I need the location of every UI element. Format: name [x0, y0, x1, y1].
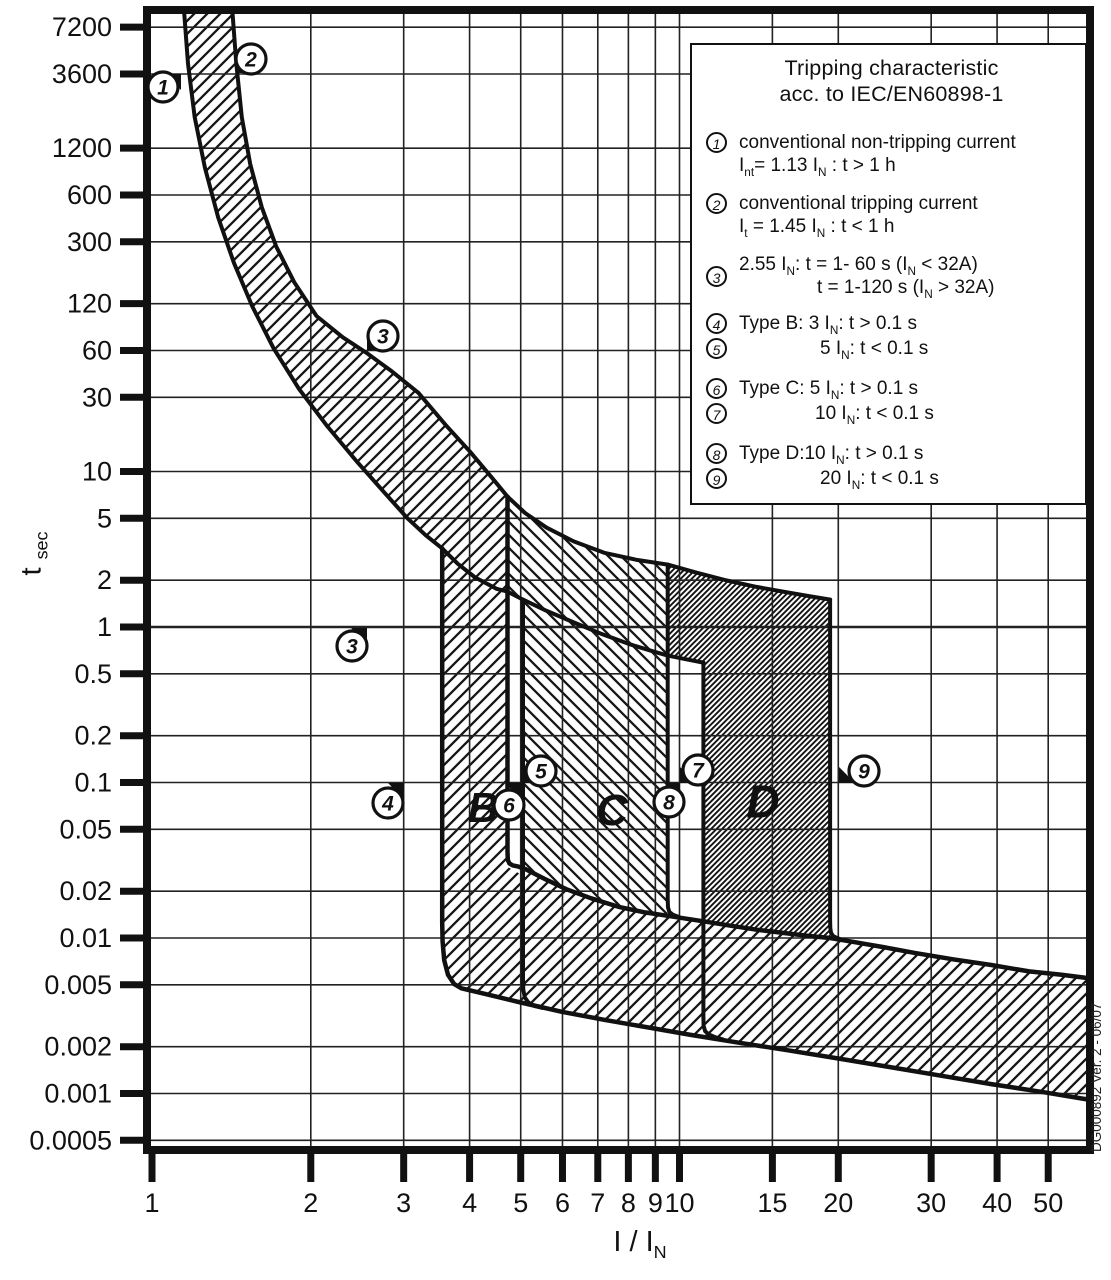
legend-item-text — [739, 337, 1077, 360]
marker-1 — [148, 72, 181, 102]
legend-item-line: $I_{nt}= 1.13$ $I_N$ : t > 1 h — [739, 155, 896, 179]
legend-item-text — [739, 312, 1077, 335]
legend-circle-number-9: 9 — [706, 468, 727, 489]
x-tick-label: 20 — [823, 1188, 854, 1218]
legend-item-3 — [706, 253, 1077, 299]
legend-item-text — [739, 253, 1077, 299]
marker-number: 3 — [377, 325, 389, 349]
y-tick-label: 600 — [66, 179, 112, 210]
document-number-watermark: DG000892 Ver. 2 - 06/07 — [1089, 1002, 1104, 1152]
marker-number: 1 — [157, 76, 169, 100]
legend-item-line: t = 1-120 s $(I_N > 32A)$ — [817, 277, 995, 301]
x-tick-label: 6 — [554, 1188, 570, 1218]
y-tick-label: 0.0005 — [29, 1125, 112, 1156]
x-tick-label: 40 — [982, 1188, 1013, 1218]
legend-circle-number-2: 2 — [706, 193, 727, 214]
legend-item-text — [739, 131, 1077, 177]
marker-number: 9 — [858, 760, 870, 784]
legend-item-line: 10 $I_N$: t < 0.1 s — [815, 403, 934, 427]
legend-item-line: $I_t = 1.45$ $I_N$ : t < 1 h — [739, 216, 895, 240]
marker-4 — [373, 783, 404, 818]
legend-item-line: 5 $I_N$: t < 0.1 s — [820, 338, 929, 362]
legend-item-text — [739, 402, 1077, 425]
marker-2 — [236, 44, 266, 74]
legend-item-text — [739, 442, 1077, 465]
legend-title-line1: Tripping characteristic — [784, 56, 999, 80]
marker-number: 5 — [535, 760, 547, 784]
marker-9 — [839, 756, 879, 786]
x-tick-label: 30 — [916, 1188, 947, 1218]
legend-circle-number-1: 1 — [706, 132, 727, 153]
legend-circle-number-4: 4 — [706, 313, 727, 334]
x-tick-label: 3 — [396, 1188, 412, 1218]
marker-number: 6 — [503, 794, 515, 818]
legend-item-line: Type B: 3 $I_N$: t > 0.1 s — [739, 313, 918, 337]
legend-item-line: Type C: 5 $I_N$: t > 0.1 s — [739, 378, 919, 402]
y-tick-label: 2 — [96, 565, 112, 596]
y-tick-label: 7200 — [51, 12, 112, 43]
marker-number: 8 — [663, 791, 675, 815]
legend-item-text — [739, 467, 1077, 490]
x-tick-label: 5 — [513, 1188, 529, 1218]
x-tick-label: 7 — [590, 1188, 606, 1218]
x-tick-label: 15 — [757, 1188, 788, 1218]
legend-item-8 — [706, 442, 1077, 465]
y-tick-label: 1 — [96, 612, 112, 642]
legend-item-text — [739, 192, 1077, 238]
y-tick-label: 0.005 — [44, 969, 112, 1000]
legend-title-line2: acc. to IEC/EN60898-1 — [779, 82, 1004, 106]
legend-item-line: Type D:10 $I_N$: t > 0.1 s — [739, 443, 924, 467]
legend-items — [706, 131, 1077, 490]
x-tick-label: 8 — [620, 1188, 636, 1218]
y-tick-label: 1200 — [51, 133, 112, 164]
legend-circle-number-3: 3 — [706, 266, 727, 287]
x-axis-title: I / $I_N$ — [613, 1226, 667, 1262]
curve-letter-C: C — [596, 785, 628, 835]
x-tick-label: 10 — [664, 1188, 695, 1218]
legend-box — [690, 43, 1087, 505]
legend-item-5 — [706, 337, 1077, 360]
marker-number: 2 — [245, 48, 257, 72]
marker-3 — [337, 628, 367, 661]
y-tick-label: 0.05 — [59, 814, 112, 845]
legend-circle-number-8: 8 — [706, 443, 727, 464]
curve-letter-B: B — [467, 784, 499, 832]
y-tick-label: 10 — [81, 456, 112, 487]
x-tick-label: 9 — [647, 1188, 663, 1218]
y-tick-label: 30 — [81, 382, 112, 413]
legend-item-line: conventional tripping current — [739, 193, 978, 214]
y-tick-label: 0.1 — [74, 767, 112, 798]
legend-item-2 — [706, 192, 1077, 238]
y-tick-label: 0.002 — [44, 1031, 112, 1062]
legend-circle-number-7: 7 — [706, 403, 727, 424]
y-tick-label: 300 — [66, 226, 112, 257]
legend-circle-number-6: 6 — [706, 378, 727, 399]
legend-item-4 — [706, 312, 1077, 335]
x-tick-label: 50 — [1033, 1188, 1064, 1218]
legend-item-line: 20 $I_N$: t < 0.1 s — [820, 468, 939, 492]
y-tick-label: 5 — [96, 503, 112, 534]
legend-item-9 — [706, 467, 1077, 490]
legend-circle-number-5: 5 — [706, 338, 727, 359]
marker-number: 4 — [382, 792, 394, 816]
y-tick-label: 0.001 — [44, 1078, 112, 1109]
y-tick-label: 0.2 — [74, 720, 112, 751]
y-tick-label: 0.02 — [59, 876, 112, 907]
x-tick-label: 2 — [303, 1188, 319, 1218]
y-tick-label: 0.5 — [74, 658, 112, 689]
legend-item-line: conventional non-tripping current — [739, 132, 1016, 153]
curve-letter-D: D — [746, 775, 780, 828]
y-tick-label: 0.01 — [59, 923, 112, 953]
y-axis-title: t $_{sec}$ — [15, 531, 52, 576]
y-tick-label: 60 — [81, 335, 112, 366]
y-tick-label: 3600 — [51, 58, 112, 89]
y-tick-label: 120 — [66, 288, 112, 319]
x-tick-label: 4 — [462, 1188, 478, 1218]
marker-3 — [367, 321, 398, 351]
marker-number: 7 — [692, 759, 704, 783]
legend-item-7 — [706, 402, 1077, 425]
legend-item-text — [739, 377, 1077, 400]
legend-item-1 — [706, 131, 1077, 177]
x-tick-label: 1 — [144, 1188, 160, 1218]
legend-item-line: 2.55 $I_N$: t = 1- 60 s $(I_N < 32A)$ — [739, 254, 978, 278]
marker-number: 3 — [346, 635, 358, 659]
legend-title — [706, 55, 1077, 107]
legend-item-6 — [706, 377, 1077, 400]
